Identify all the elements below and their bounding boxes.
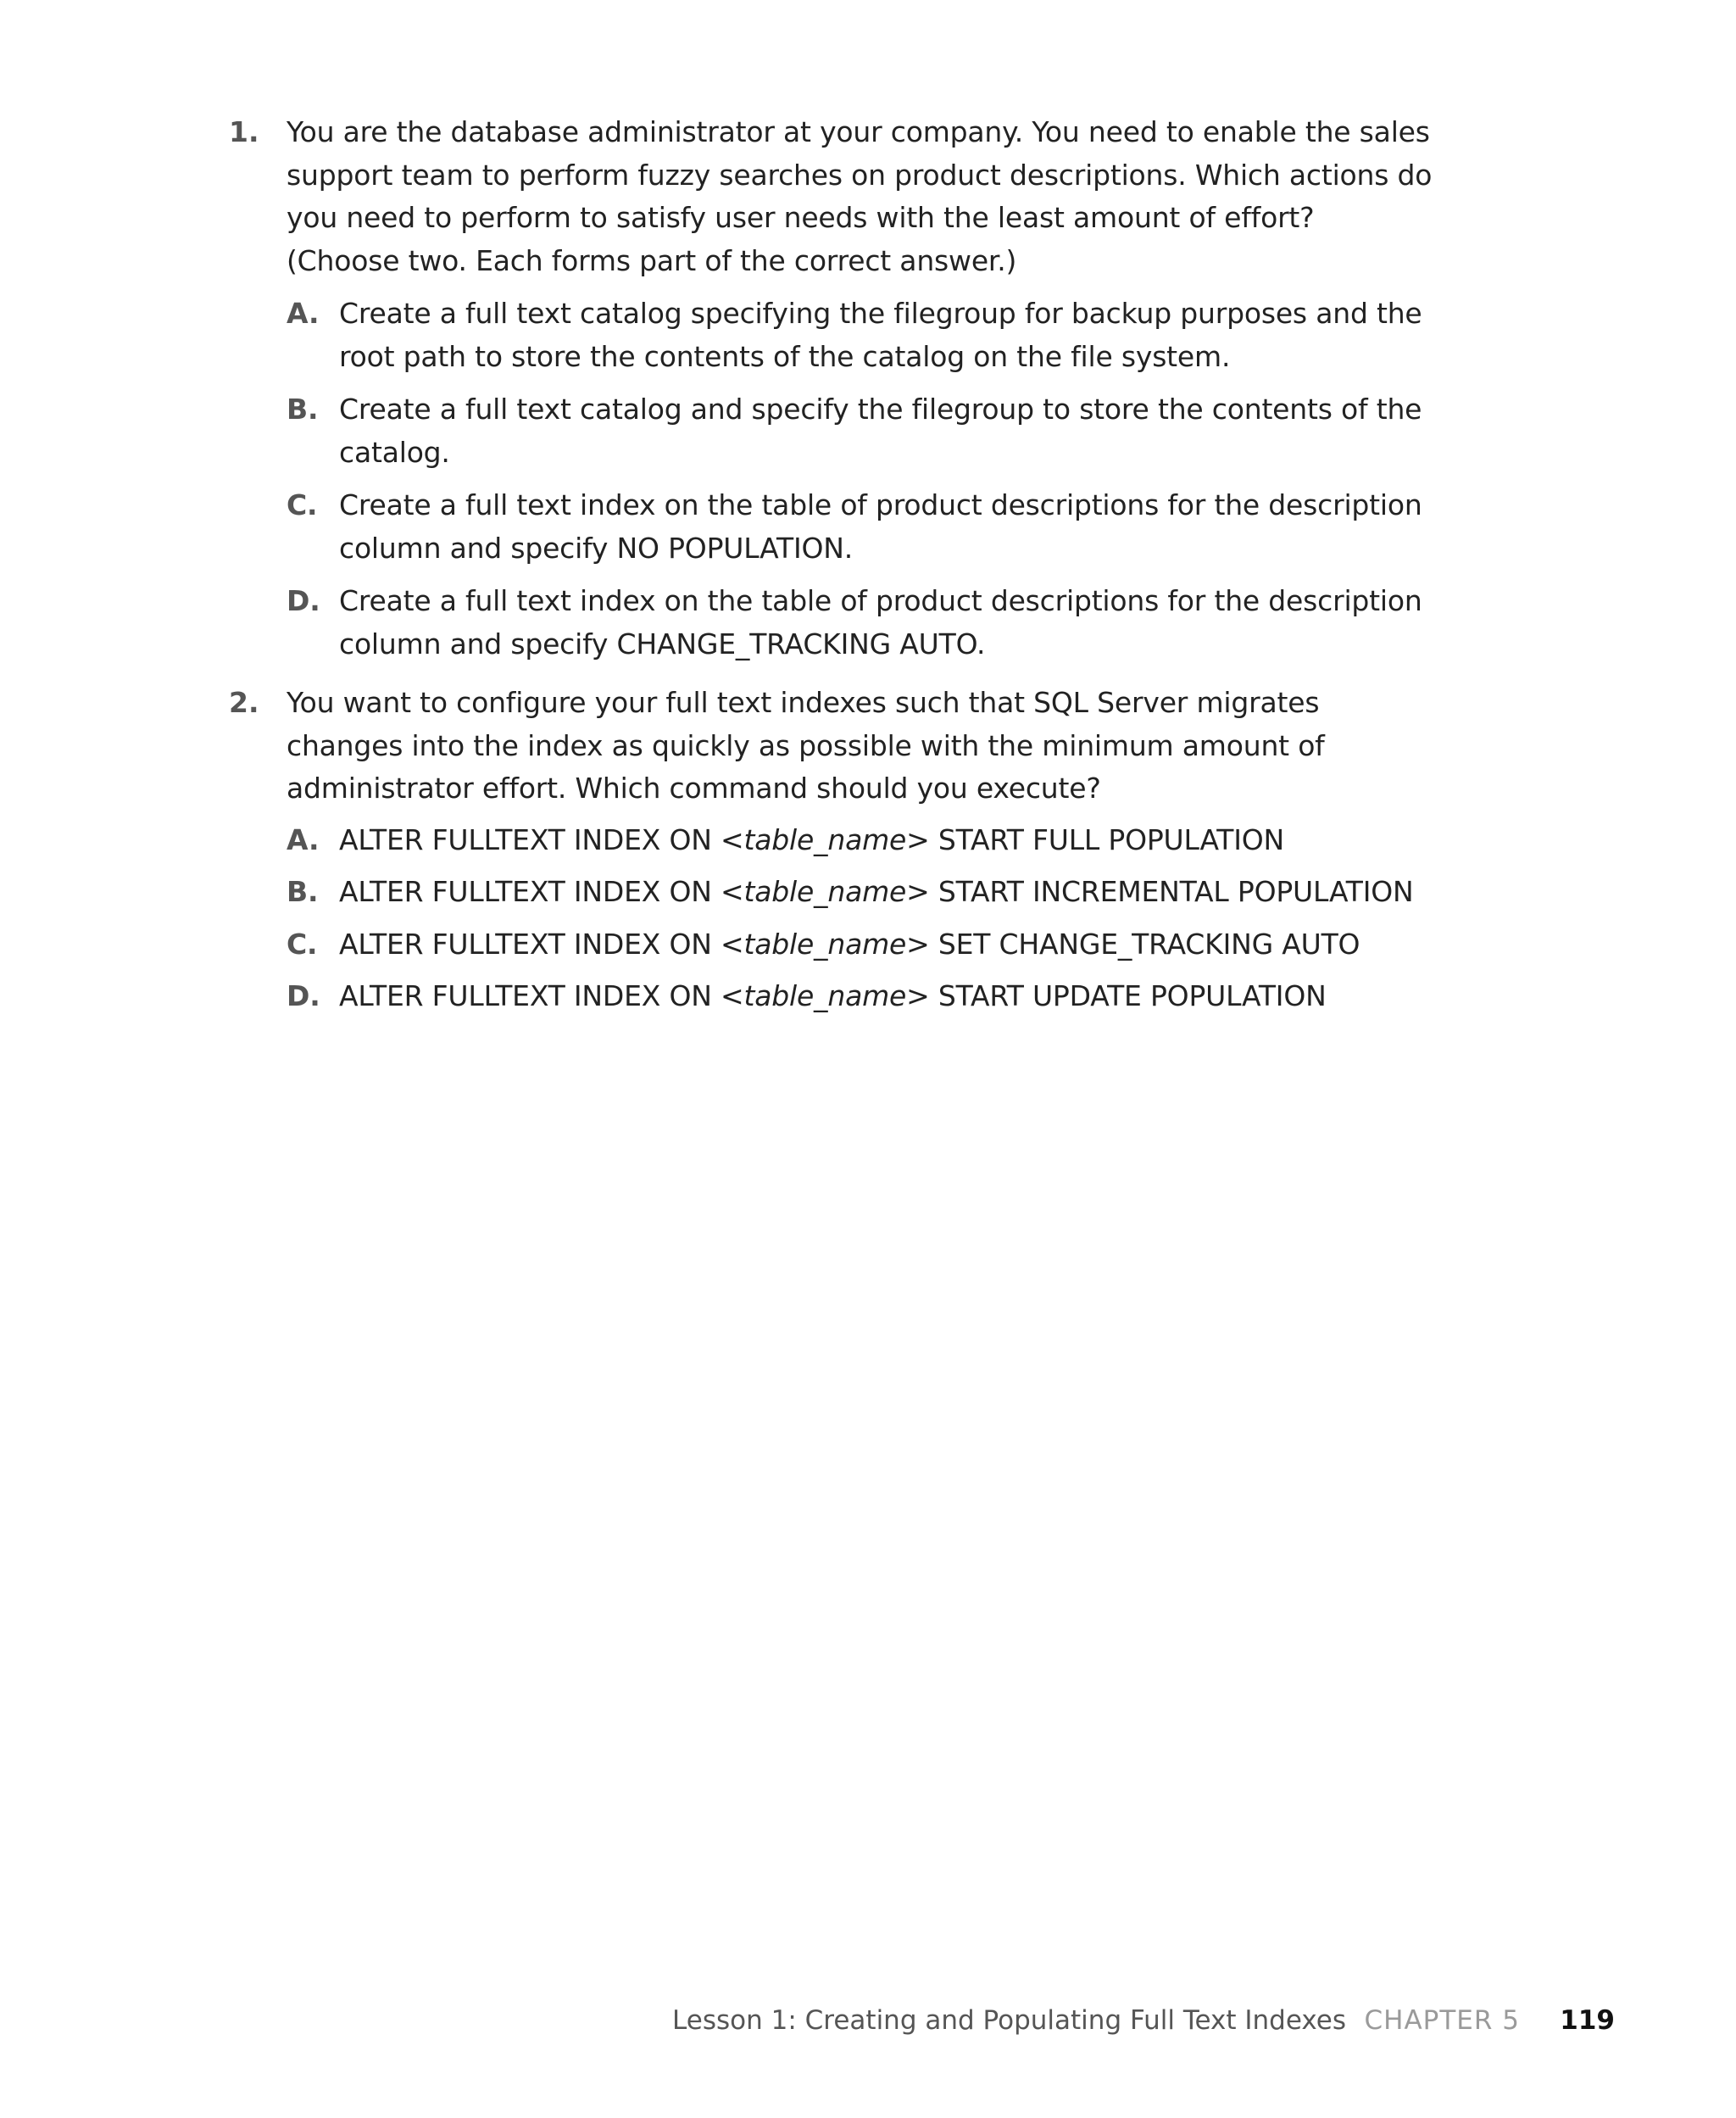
option-text: Create a full text catalog and specify the filegroup to store the contents of the catalog. bbox=[339, 393, 1422, 469]
footer-lesson-title: Lesson 1: Creating and Populating Full Text Indexes bbox=[672, 2005, 1346, 2036]
table-name-placeholder: table_name bbox=[743, 927, 907, 961]
footer-chapter-label: CHAPTER 5 bbox=[1364, 2005, 1520, 2036]
table-name-placeholder: table_name bbox=[743, 822, 907, 856]
table-name-placeholder: table_name bbox=[743, 875, 907, 908]
command-prefix: ALTER FULLTEXT INDEX ON < bbox=[339, 979, 744, 1012]
option-letter: A. bbox=[287, 297, 320, 330]
command-prefix: ALTER FULLTEXT INDEX ON < bbox=[339, 927, 744, 961]
answer-option-a bbox=[287, 819, 1433, 862]
page-number: 119 bbox=[1560, 2005, 1615, 2036]
answer-option-d bbox=[287, 580, 1433, 666]
option-letter: C. bbox=[287, 488, 318, 521]
answer-option-b bbox=[287, 388, 1433, 474]
option-letter: D. bbox=[287, 584, 320, 617]
question-1 bbox=[229, 111, 1433, 676]
question-2 bbox=[229, 682, 1433, 1028]
page-footer bbox=[0, 1999, 1736, 2042]
option-letter: C. bbox=[287, 927, 318, 961]
option-text bbox=[339, 975, 1433, 1018]
command-prefix: ALTER FULLTEXT INDEX ON < bbox=[339, 875, 744, 908]
answer-option-c bbox=[287, 484, 1433, 570]
option-letter: B. bbox=[287, 875, 319, 908]
answer-options bbox=[287, 819, 1433, 1018]
option-text bbox=[339, 819, 1433, 862]
answer-option-c bbox=[287, 923, 1433, 967]
option-letter: B. bbox=[287, 393, 319, 426]
question-text: You want to configure your full text indexes such that SQL Server migrates changes into the index as quickly as possible with the minimum amount of administrator effort. Which command should you execute? bbox=[287, 686, 1325, 805]
option-text: Create a full text index on the table of product descriptions for the description column and specify NO POPULATION. bbox=[339, 488, 1422, 565]
question-number: 2. bbox=[229, 686, 259, 719]
command-suffix: > START FULL POPULATION bbox=[906, 822, 1285, 856]
command-suffix: > SET CHANGE_TRACKING AUTO bbox=[906, 927, 1360, 961]
question-number: 1. bbox=[229, 115, 259, 148]
option-text: Create a full text catalog specifying the filegroup for backup purposes and the root path to store the contents of the catalog on the file system. bbox=[339, 297, 1422, 373]
command-suffix: > START INCREMENTAL POPULATION bbox=[906, 875, 1414, 908]
question-text: You are the database administrator at your company. You need to enable the sales support team to perform fuzzy searches on product descriptions. Which actions do you need to perform to satisfy user needs with the least amount of effort? (Choose two. Each forms part of the correct answer.) bbox=[287, 115, 1433, 277]
answer-options bbox=[287, 293, 1433, 666]
table-name-placeholder: table_name bbox=[743, 979, 907, 1012]
command-suffix: > START UPDATE POPULATION bbox=[906, 979, 1327, 1012]
option-letter: D. bbox=[287, 979, 320, 1012]
command-prefix: ALTER FULLTEXT INDEX ON < bbox=[339, 822, 744, 856]
answer-option-a bbox=[287, 293, 1433, 378]
answer-option-b bbox=[287, 871, 1433, 914]
option-text bbox=[339, 923, 1433, 967]
answer-option-d bbox=[287, 975, 1433, 1018]
option-text bbox=[339, 871, 1433, 914]
option-letter: A. bbox=[287, 822, 320, 856]
option-text: Create a full text index on the table of product descriptions for the description column and specify CHANGE_TRACKING AUTO. bbox=[339, 584, 1422, 660]
